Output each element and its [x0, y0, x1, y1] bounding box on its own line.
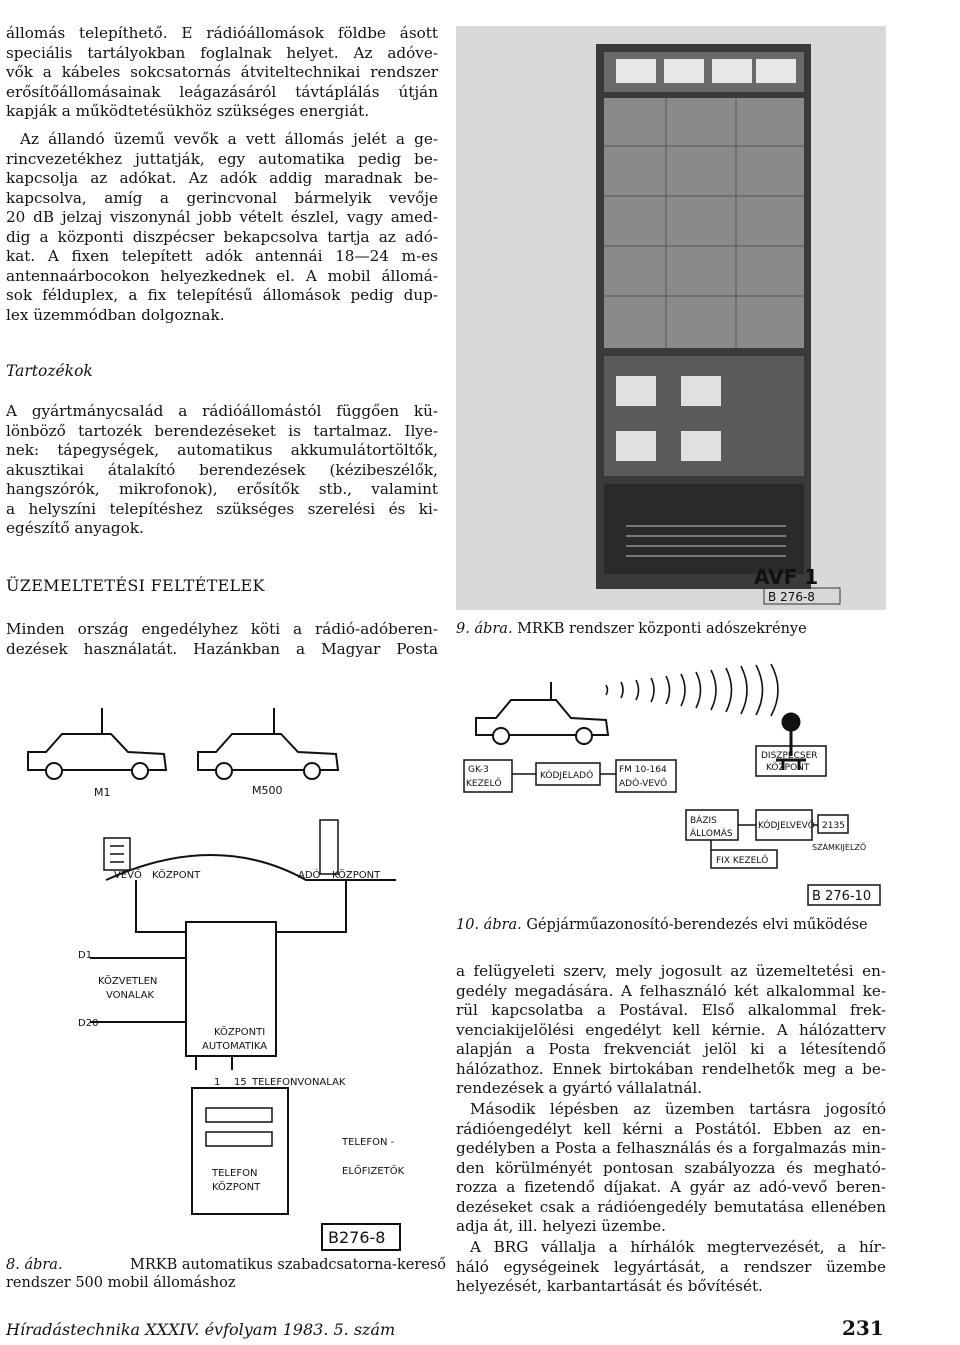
page-number: 231 [842, 1316, 884, 1340]
photo-ref: B 276-8 [768, 590, 815, 604]
fm-label: FM 10-164 [619, 765, 667, 775]
photo-code: AVF 1 [754, 565, 819, 589]
figure8-caption-line2: rendszer 500 mobil állomáshoz [6, 1275, 236, 1291]
kozpont-label: KÖZPONT [766, 763, 810, 773]
text-line: gedély megadására. A felhasználó két alkalommal ke- [456, 981, 886, 1000]
car-icon [476, 682, 608, 744]
car-icon [28, 708, 166, 779]
rack-section [604, 98, 804, 348]
display-label: 2135 [822, 821, 845, 831]
text-line: állomás telepíthető. E rádióállomások földbe ásott [6, 24, 438, 42]
text-line: lönböző tartozék berendezéseket is tartalmaz. Ilye- [6, 421, 438, 440]
text-line: 20 dB jelzaj viszonynál jobb vételt észlel, vagy amed- [6, 208, 438, 226]
right-paragraph-2 [456, 1100, 886, 1237]
text-line: a felügyeleti szerv, mely jogosult az üzemeltetési en- [456, 962, 886, 980]
telefon-kozpont-label2: KÖZPONT [212, 1182, 261, 1193]
antenna-icon [104, 820, 338, 874]
kozponti-label: KÖZPONTI [214, 1027, 266, 1038]
text-line: rincvezetékhez juttatják, egy automatika pedig be- [6, 149, 438, 168]
text-line: helyezését, karbantartását és bővítését. [456, 1277, 763, 1295]
figure10-label: 10. ábra. [456, 917, 522, 933]
text-line: háló egységeinek legyártását, a rendszer üzembe [456, 1257, 886, 1276]
d1-label: D1 [78, 950, 93, 961]
meter-window [712, 59, 752, 83]
section-heading-operating: ÜZEMELTETÉSI FELTÉTELEK [6, 576, 265, 595]
text-line: kat. A fixen telepített adók antennái 18—24 m-es [6, 247, 438, 265]
figure10-caption-text: Gépjárműazonosító-berendezés elvi működése [526, 917, 868, 933]
meter-dial [616, 376, 656, 406]
text-line: adja át, ill. helyezi üzembe. [456, 1217, 666, 1235]
text-line: hálózathoz. Ennek birtokában rendelhetők meg a be- [456, 1059, 886, 1078]
text-line: kapcsolva, amíg a gerincvonal bármelyik vevője [6, 188, 438, 207]
meter-window [664, 59, 704, 83]
receivers-paragraph [6, 130, 438, 325]
bazis-label: BÁZIS [690, 816, 717, 826]
figure10-caption [456, 916, 868, 934]
figure9-caption-text: MRKB rendszer központi adószekrénye [517, 621, 807, 637]
text-line: egészítő anyagok. [6, 519, 144, 537]
adovevo-label: ADÓ-VEVŐ [619, 779, 668, 789]
text-line: A BRG vállalja a hírhálók megtervezését, a hír- [470, 1238, 886, 1256]
meter-dial [616, 431, 656, 461]
text-line: Minden ország engedélyhez köti a rádió-adóberen- [6, 620, 438, 638]
text-line: rádióengedélyt kell kérni a Postától. Ebben az en- [456, 1119, 886, 1138]
journal-footer: Híradástechnika XXXIV. évfolyam 1983. 5. szám [6, 1320, 396, 1339]
fixkezelo-label: FIX KEZELŐ [716, 856, 769, 866]
right-paragraph-3 [456, 1238, 886, 1297]
text-line: speciális tartályokban foglalnak helyet. Az adóve- [6, 43, 438, 62]
figure8-caption-line1: MRKB automatikus szabadcsatorna-kereső [130, 1257, 446, 1273]
figure8-caption [6, 1256, 446, 1292]
text-line: akusztikai átalakító berendezések (kézibeszélők, [6, 460, 438, 479]
kezelo-label: KEZELŐ [466, 779, 502, 789]
figure8-label: 8. ábra. [6, 1257, 63, 1273]
text-line: A gyártmánycsalád a rádióállomástól függően kü- [6, 402, 438, 420]
text-line: alapján a Posta frekvenciát jelöl ki a létesítendő [456, 1040, 886, 1058]
text-line: kapcsolja az adókat. Az adók addig maradnak be- [6, 169, 438, 187]
kodjelvevo-label: KÓDJELVEVŐ [758, 821, 815, 831]
m500-label: M500 [252, 784, 283, 797]
text-line: dig a központi diszpécser bekapcsolva tartja az adó- [6, 227, 438, 246]
meter-dial [681, 376, 721, 406]
text-line: sok félduplex, a fix telepítésű állomások pedig dup- [6, 286, 438, 304]
vonalak-label: VONALAK [106, 990, 155, 1001]
kodjelado-label: KÓDJELADÓ [540, 771, 594, 781]
figure9-caption [456, 620, 807, 638]
text-line: vők a kábeles sokcsatornás átviteltechnikai rendszer [6, 63, 438, 81]
gk3-label: GK-3 [468, 765, 489, 775]
text-line: dezések használatát. Hazánkban a Magyar Posta [6, 639, 438, 658]
text-line: rozza a fizetendő díjakat. A gyár az adó-vevő beren- [456, 1178, 886, 1196]
exchange-panels [206, 1108, 272, 1146]
ado-label: ADÓ [298, 870, 321, 881]
text-line: dezéseket csak a rádióengedély bemutatása ellenében [456, 1197, 886, 1216]
text-line: den körülményét pontosan szabályozza és megható- [456, 1158, 886, 1177]
kozvetlen-label: KÖZVETLEN [98, 976, 158, 987]
section-heading-accessories: Tartozékok [6, 362, 93, 380]
antenna-tower-icon [776, 714, 806, 770]
text-line: rendezések a gyártó vállalatnál. [456, 1079, 703, 1097]
diszpecser-label: DISZPÉCSER [761, 751, 818, 761]
text-line: gedélyben a Posta a felhasználás és a forgalmazás min- [456, 1139, 886, 1157]
text-line: antennaárbocokon helyezkednek el. A mobil állomá- [6, 266, 438, 285]
meter-window [756, 59, 796, 83]
figure8-ref: B276-8 [328, 1228, 386, 1247]
m1-label: M1 [94, 786, 111, 799]
text-line: nek: tápegységek, automatikus akkumulátortöltők, [6, 441, 438, 459]
telefon-elo-label2: ELŐFIZETŐK [342, 1166, 405, 1177]
telefon-kozpont-label1: TELEFON [212, 1168, 258, 1179]
d20-label: D20 [78, 1018, 99, 1029]
figure10-ref: B 276-10 [812, 889, 872, 904]
allomas-label: ÁLLOMÁS [690, 829, 733, 839]
text-line: Második lépésben az üzemben tartásra jogosító [470, 1100, 886, 1118]
telefon-elo-label1: TELEFON - [342, 1137, 395, 1148]
intro-paragraph [6, 24, 438, 122]
text-line: Az állandó üzemű vevők a vett állomás jelét a ge- [20, 130, 438, 148]
line-one-label: 1 [214, 1077, 221, 1088]
figure9-label: 9. ábra. [456, 621, 513, 637]
operating-paragraph [6, 620, 438, 659]
text-line: a helyszíni telepítéshez szükséges szerelési és ki- [6, 499, 438, 518]
text-line: lex üzemmódban dolgoznak. [6, 305, 225, 324]
car-icon [198, 708, 338, 779]
text-line: kapják a működtetésükhöz szükséges energiát. [6, 102, 370, 120]
text-line: rül kapcsolatba a Postával. Első alkalommal frek- [456, 1001, 886, 1019]
figure9-photo [456, 26, 886, 610]
meter-dial [681, 431, 721, 461]
radio-waves [606, 664, 778, 716]
right-paragraph-1 [456, 962, 886, 1099]
telefonvonalak-label: TELEFONVONALAK [252, 1077, 346, 1088]
meter-window [616, 59, 656, 83]
text-line: erősítőállomásainak leágazásáról távtáplálás útján [6, 82, 438, 101]
telephone-exchange-box [192, 1088, 288, 1214]
figure10-diagram [456, 660, 886, 908]
figure8-diagram [6, 700, 446, 1260]
text-line: venciakijelölési engedélyt kell kérnie. A hálózatterv [456, 1020, 886, 1039]
accessories-paragraph [6, 402, 438, 539]
automatika-label: AUTOMATIKA [202, 1041, 268, 1052]
line-fifteen-label: 15 [234, 1077, 247, 1088]
vevo-label: VEVŐ [114, 870, 142, 881]
kozpont2-label: KÖZPONT [332, 870, 381, 881]
kozpont1-label: KÖZPONT [152, 870, 201, 881]
szamkijelzo-label: SZÁMKIJELZŐ [812, 843, 867, 852]
text-line: hangszórók, mikrofonok), erősítők stb., valamint [6, 480, 438, 498]
cabinet-base [604, 484, 804, 574]
